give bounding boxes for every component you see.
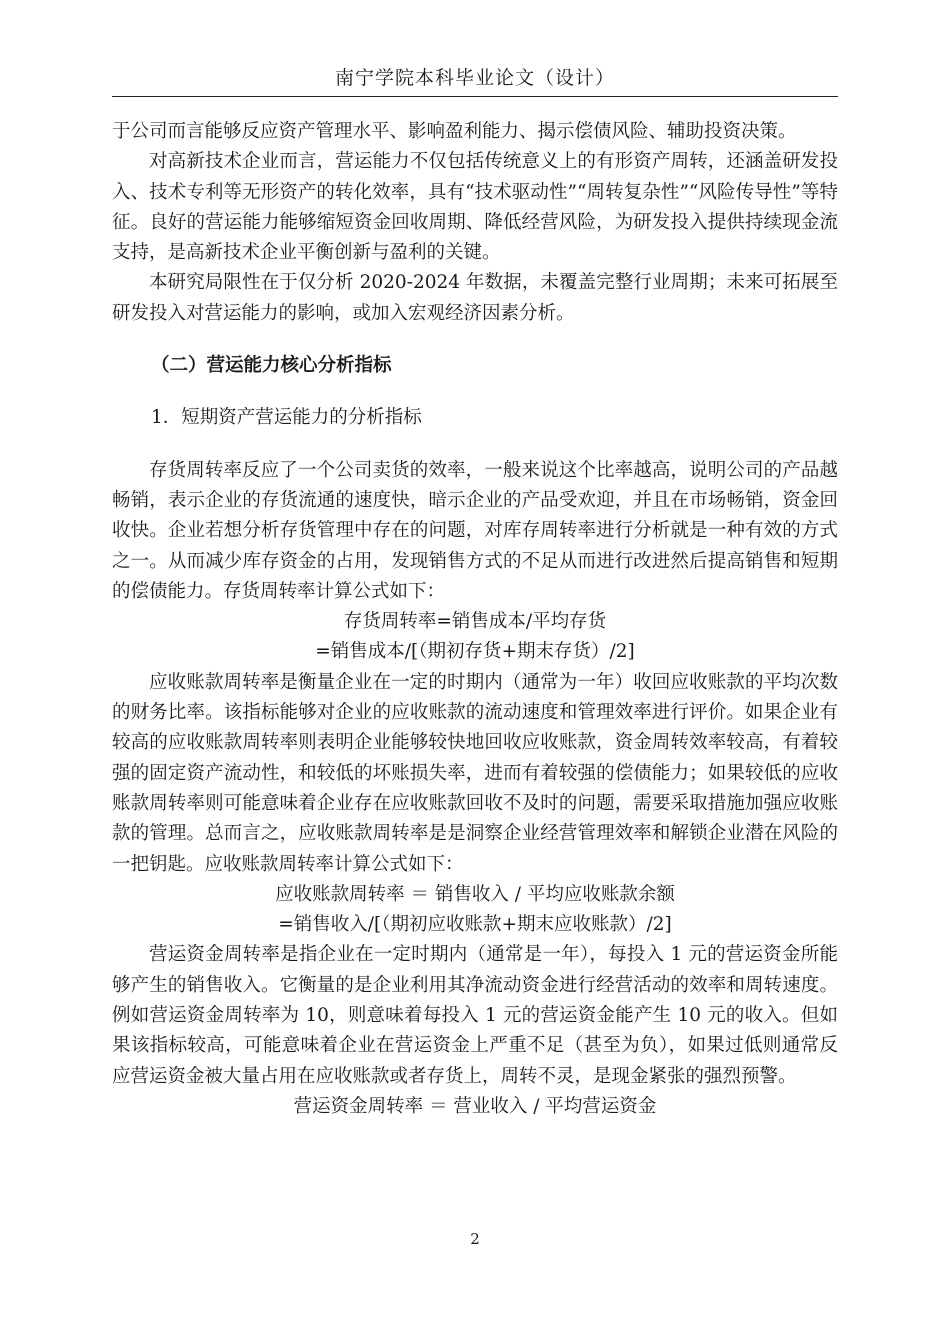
body-text: [112, 117, 838, 1122]
section-heading: （二）营运能力核心分析指标: [151, 355, 392, 377]
formula-receivables-turnover: 应收账款周转率 ＝ 销售收入 / 平均应收账款余额: [275, 883, 675, 905]
running-header: 南宁学院本科毕业论文（设计）: [334, 67, 615, 89]
formula-receivables-turnover-expanded: =销售收入/[（期初应收账款+期末应收账款）/2]: [278, 914, 672, 936]
page-number: 2: [470, 1230, 480, 1248]
paragraph-continuation: 于公司而言能够反应资产管理水平、影响盈利能力、揭示偿债风险、辅助投资决策。: [112, 121, 797, 142]
paragraph-high-tech-operations: 对高新技术企业而言，营运能力不仅包括传统意义上的有形资产周转，还涵盖研发投入、技术专利等无形资产的转化效率，具有“技术驱动性”“周转复杂性”“风险传导性”等特征。良好的营运能力能够缩短资金回收周期、降低经营风险，为研发投入提供持续现金流支持，是高新技术企业平衡创新与盈利的关键。: [112, 151, 838, 264]
paragraph-inventory-turnover: 存货周转率反应了一个公司卖货的效率，一般来说这个比率越高，说明公司的产品越畅销，表示企业的存货流通的速度快，暗示企业的产品受欢迎，并且在市场畅销，资金回收快。企业若想分析存货管理中存在的问题，对库存周转率进行分析就是一种有效的方式之一。从而减少库存资金的占用，发现销售方式的不足从而进行改进然后提高销售和短期的偿债能力。存货周转率计算公式如下：: [112, 459, 838, 602]
paragraph-receivables-turnover: 应收账款周转率是衡量企业在一定的时期内（通常为一年）收回应收账款的平均次数的财务比率。该指标能够对企业的应收账款的流动速度和管理效率进行评价。如果企业有较高的应收账款周转率则表明企业能够较快地回收应收账款，资金周转效率较高，有着较强的固定资产流动性，和较低的坏账损失率，进而有着较强的偿债能力；如果较低的应收账款周转率则可能意味着企业存在应收账款回收不及时的问题，需要采取措施加强应收账款的管理。总而言之，应收账款周转率是是洞察企业经营管理效率和解锁企业潜在风险的一把钥匙。应收账款周转率计算公式如下：: [112, 671, 838, 875]
header-divider: [112, 96, 838, 97]
paragraph-limitations: 本研究局限性在于仅分析 2020-2024 年数据，未覆盖完整行业周期；未来可拓展至研发投入对营运能力的影响，或加入宏观经济因素分析。: [112, 272, 838, 324]
subsection-heading: 1．短期资产营运能力的分析指标: [151, 407, 422, 429]
formula-inventory-turnover: 存货周转率=销售成本/平均存货: [343, 611, 607, 633]
paragraph-working-capital-turnover: 营运资金周转率是指企业在一定时期内（通常是一年），每投入 1 元的营运资金所能够产生的销售收入。它衡量的是企业利用其净流动资金进行经营活动的效率和周转速度。例如营运资金周转率为 10，则意味着每投入 1 元的营运资金能产生 10 元的收入。但如果该指标较高，可能意味着企业在营运资金上严重不足（甚至为负），如果过低则通常反应营运资金被大量占用在应收账款或者存货上，周转不灵，是现金紧张的强烈预警。: [112, 944, 838, 1087]
formula-inventory-turnover-expanded: =销售成本/[（期初存货+期末存货）/2]: [315, 641, 635, 663]
formula-working-capital-turnover: 营运资金周转率 ＝ 营业收入 / 平均营运资金: [293, 1095, 657, 1117]
